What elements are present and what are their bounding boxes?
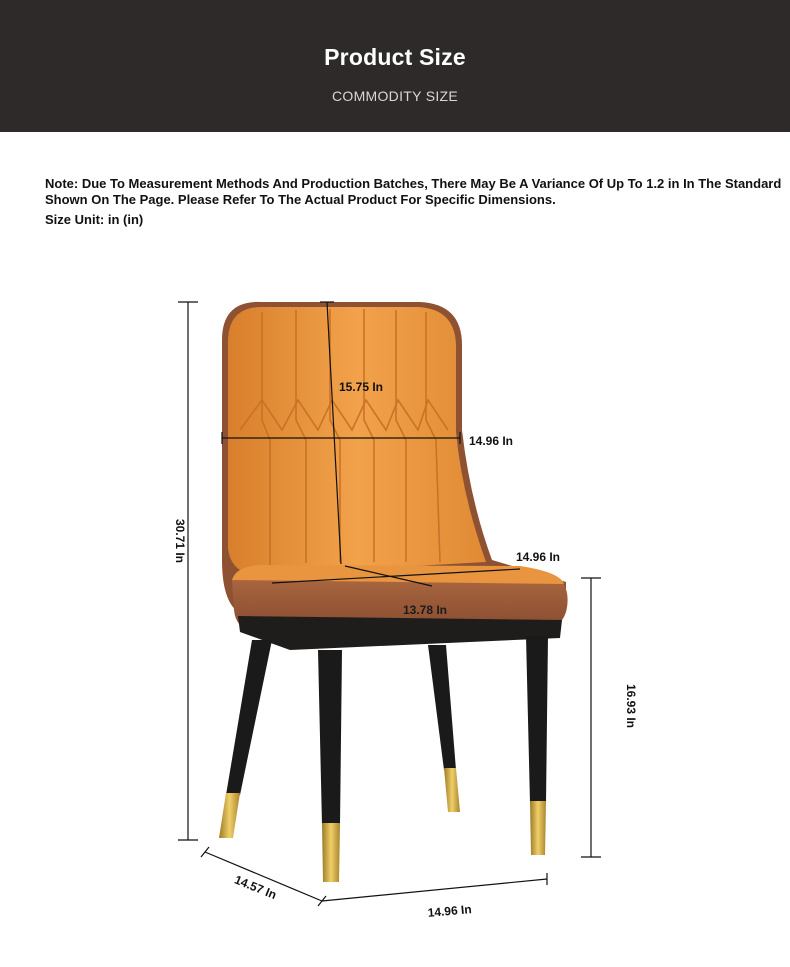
size-unit: Size Unit: in (in) xyxy=(45,212,144,227)
seat-depth-label: 14.96 In xyxy=(515,550,561,564)
note-line-1: Note: Due To Measurement Methods And Production Batches, There May Be A Variance Of Up To 1.2 in In The Standard xyxy=(45,176,782,191)
seat-height-label: 16.93 In xyxy=(624,683,638,729)
note-line-2: Shown On The Page. Please Refer To The Actual Product For Specific Dimensions. xyxy=(45,192,556,207)
chair-seat-frame xyxy=(238,616,562,650)
base-depth-label: 14.57 In xyxy=(232,872,279,903)
seat-width-label: 13.78 In xyxy=(402,603,448,617)
page-subtitle: COMMODITY SIZE xyxy=(331,88,459,104)
total-height-label: 30.71 In xyxy=(173,518,187,564)
chair-legs xyxy=(219,636,548,882)
page-title: Product Size xyxy=(324,44,466,70)
chair-back-cushion xyxy=(228,307,486,575)
back-width-label: 14.96 In xyxy=(468,434,514,448)
back-height-label: 15.75 In xyxy=(338,380,384,394)
chair-illustration xyxy=(219,302,568,882)
base-width-label: 14.96 In xyxy=(427,902,473,920)
